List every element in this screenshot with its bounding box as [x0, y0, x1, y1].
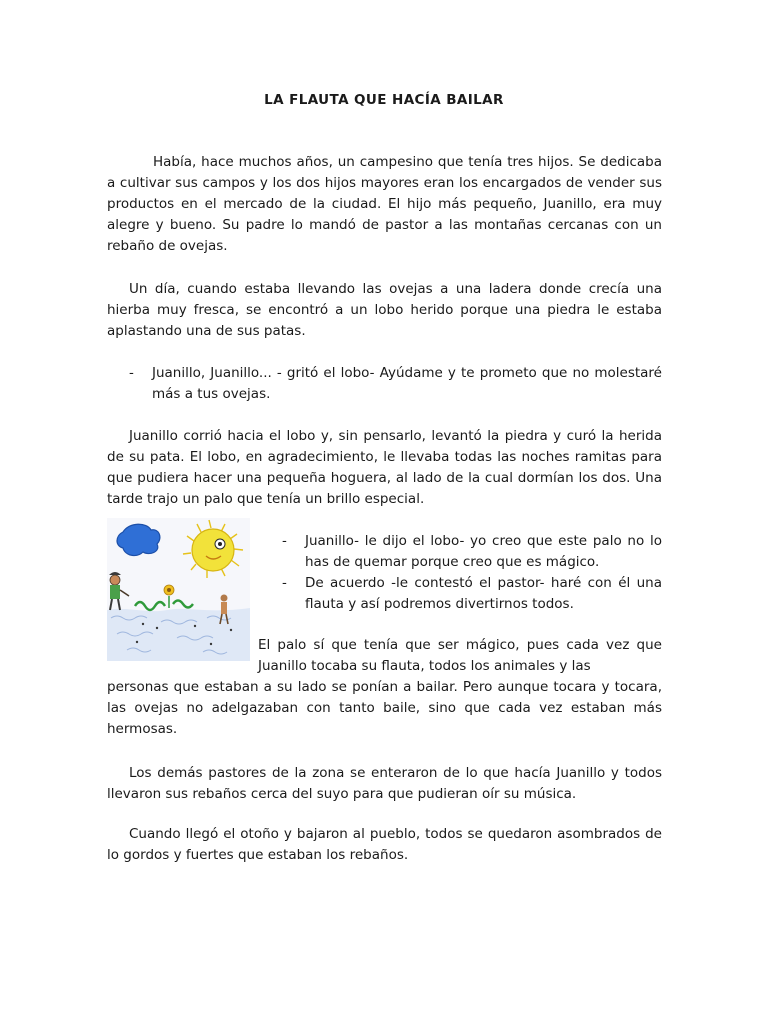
- dialogue-dash: -: [282, 575, 287, 591]
- dialogue-wolf-plea: Juanillo, Juanillo... - gritó el lobo- Ayúdame y te prometo que no molestaré más a tus ovejas.: [152, 365, 662, 402]
- paragraph-5: Los demás pastores de la zona se enteraron de lo que hacía Juanillo y todos llevaron sus rebaños cerca del suyo para que pudieran oír su música.: [107, 765, 662, 802]
- dialogue-dash: -: [129, 365, 134, 381]
- dialogue-shepherd-reply: De acuerdo -le contestó el pastor- haré con él una flauta y así podremos divertirnos todos.: [305, 575, 662, 612]
- paragraph-3: Juanillo corrió hacia el lobo y, sin pensarlo, levantó la piedra y curó la herida de su pata. El lobo, en agradecimiento, le llevaba todas las noches ramitas para que pudiera hacer una pequeña hoguera, al lado de la cual dormían los dos. Una tarde trajo un palo que tenía un brillo especial.: [107, 428, 662, 507]
- drawing-svg: [107, 518, 250, 661]
- paragraph-4-first-lines: El palo sí que tenía que ser mágico, pues cada vez que Juanillo tocaba su flauta, todos los animales y las: [258, 637, 662, 674]
- child-drawing-illustration: [107, 518, 250, 661]
- paragraph-4-continued: personas que estaban a su lado se ponían a bailar. Pero aunque tocara y tocara, las ovejas no adelgazaban con tanto baile, sino que cada vez estaban más hermosas.: [107, 679, 662, 737]
- snowy-ground: [107, 608, 250, 661]
- story-title: LA FLAUTA QUE HACÍA BAILAR: [264, 92, 504, 108]
- dialogue-wolf-magic-stick: Juanillo- le dijo el lobo- yo creo que este palo no lo has de quemar porque creo que es mágico.: [305, 533, 662, 570]
- paragraph-1: Había, hace muchos años, un campesino que tenía tres hijos. Se dedicaba a cultivar sus campos y los dos hijos mayores eran los encargados de vender sus productos en el mercado de la ciudad. El hijo más pequeño, Juanillo, era muy alegre y bueno. Su padre lo mandó de pastor a las montañas cercanas con un rebaño de ovejas.: [107, 154, 662, 254]
- dialogue-dash: -: [282, 533, 287, 549]
- paragraph-2: Un día, cuando estaba llevando las ovejas a una ladera donde crecía una hierba muy fresca, se encontró a un lobo herido porque una piedra le estaba aplastando una de sus patas.: [107, 281, 662, 339]
- paragraph-6: Cuando llegó el otoño y bajaron al pueblo, todos se quedaron asombrados de lo gordos y fuertes que estaban los rebaños.: [107, 826, 662, 863]
